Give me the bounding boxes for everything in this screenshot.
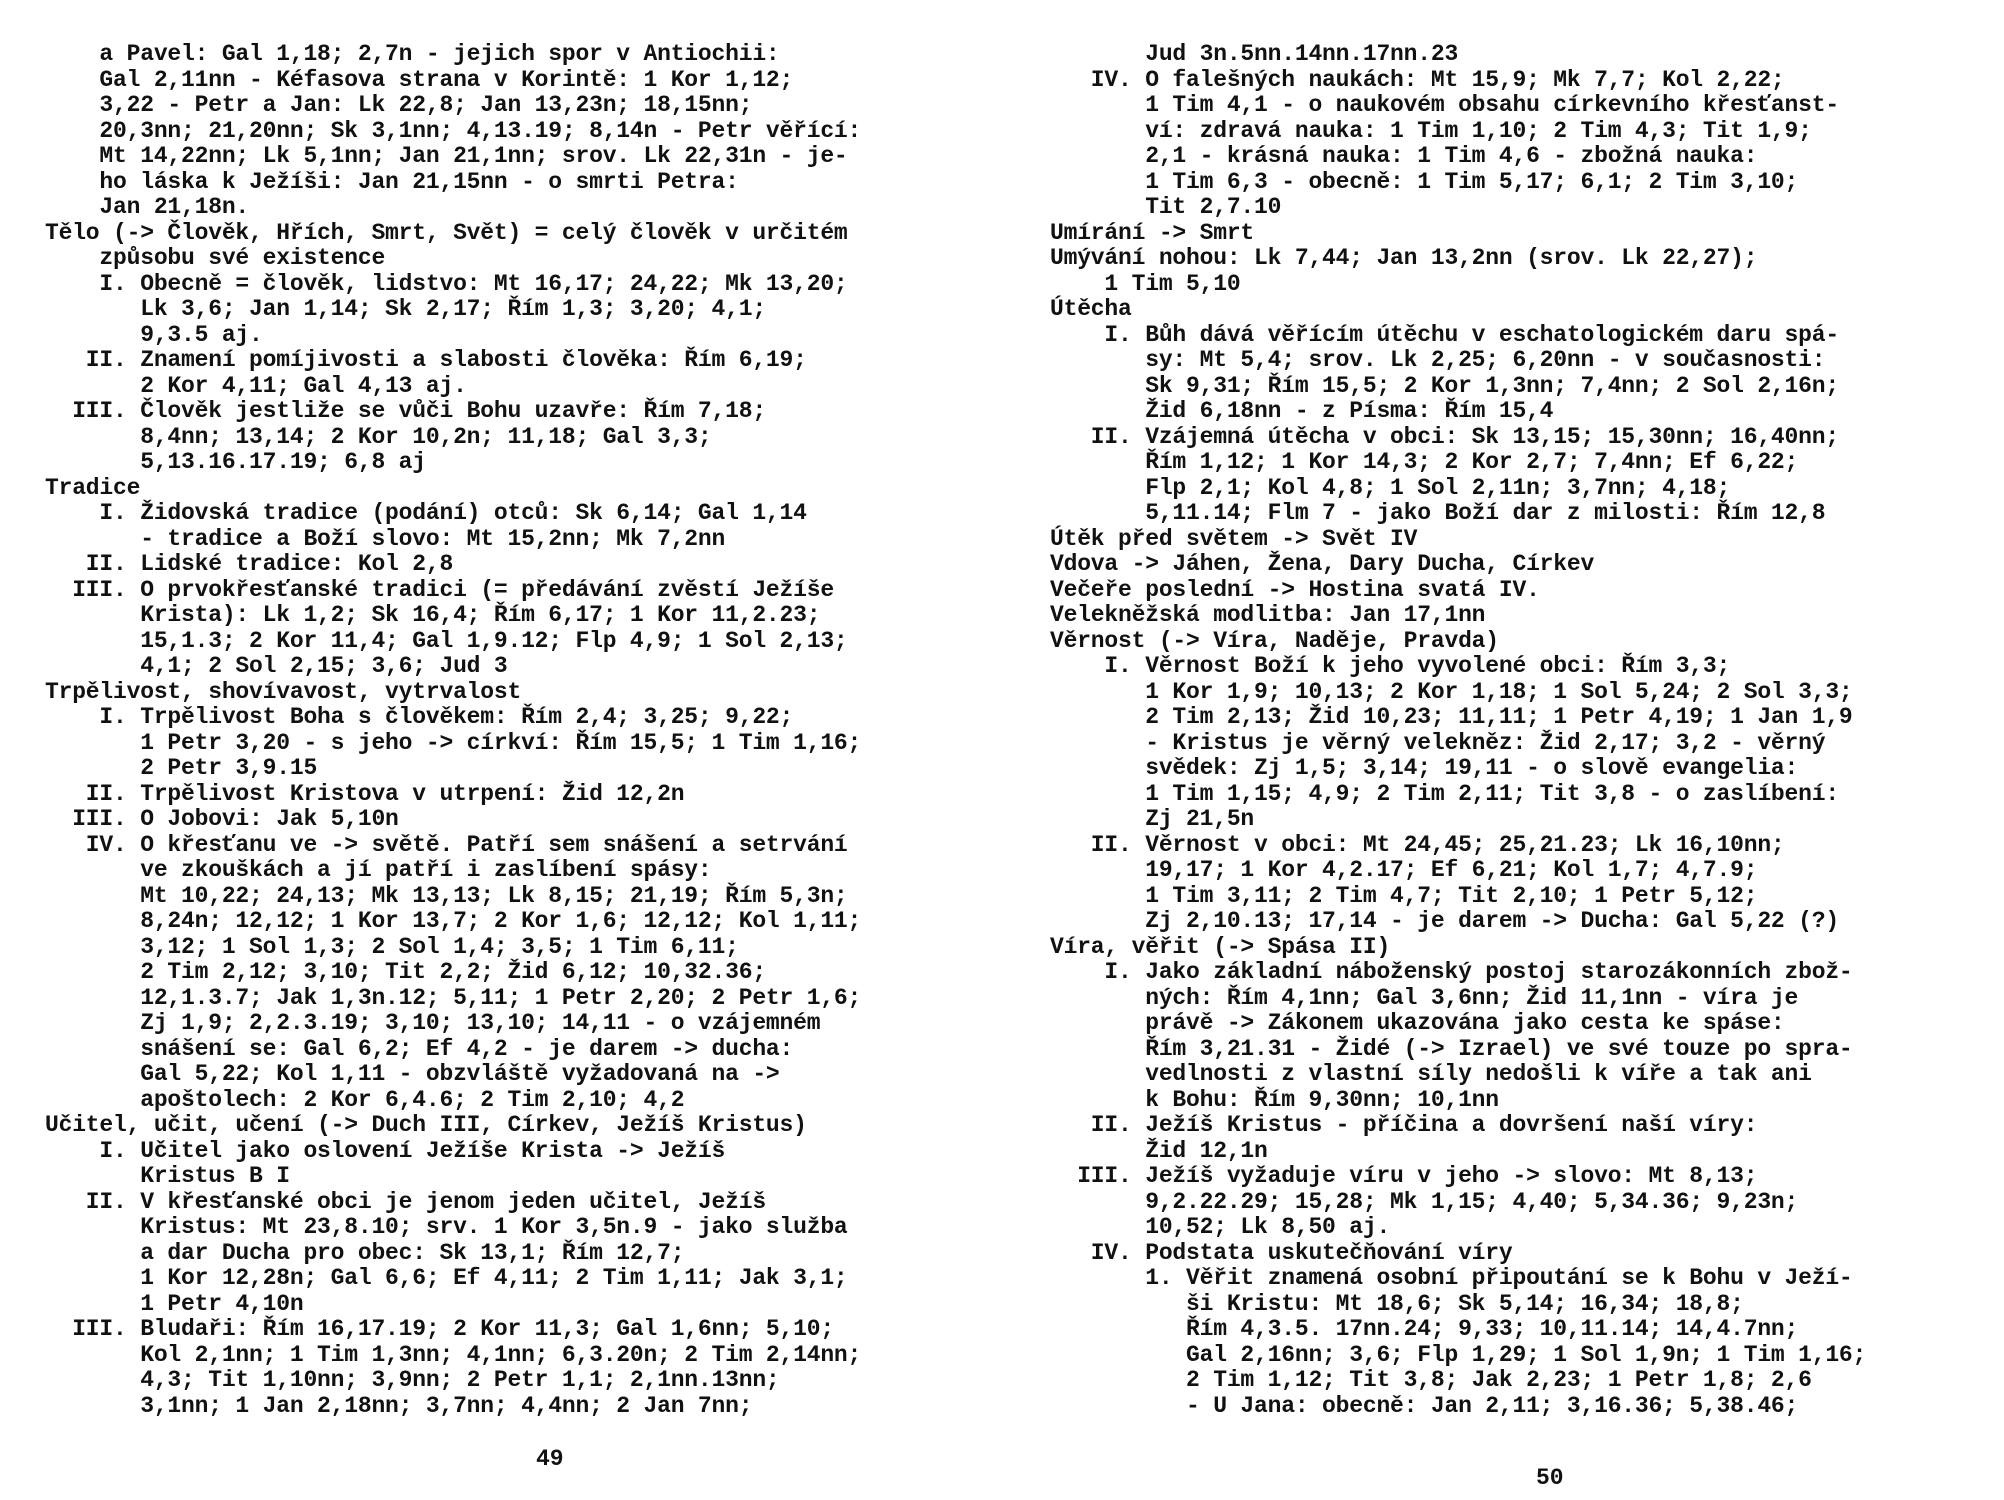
index-line: 2 Tim 1,12; Tit 3,8; Jak 2,23; 1 Petr 1,8; 2,6 [1050,1367,1812,1393]
index-line: 1. Věřit znamená osobní připoutání se k Bohu v Ježí- [1050,1265,1853,1291]
index-line: 1 Tim 5,10 [1050,270,1241,297]
right-page-text [1050,42,1980,1419]
index-line: IV. O křesťanu ve -> světě. Patří sem snášení a setrvání [45,831,848,858]
index-line: III. O Jobovi: Jak 5,10n [45,806,399,832]
index-line: Řím 4,3.5. 17nn.24; 9,33; 10,11.14; 14,4.7nn; [1050,1316,1799,1342]
index-line: IV. O falešných naukách: Mt 15,9; Mk 7,7; Kol 2,22; [1050,66,1785,93]
index-line: a dar Ducha pro obec: Sk 13,1; Řím 12,7; [45,1239,685,1266]
index-line: ví: zdravá nauka: 1 Tim 1,10; 2 Tim 4,3; Tit 1,9; [1050,117,1812,144]
index-line: III. Bludaři: Řím 16,17.19; 2 Kor 11,3; Gal 1,6nn; 5,10; [45,1316,834,1342]
index-line: 9,3.5 aj. [45,321,263,348]
index-line: ho láska k Ježíši: Jan 21,15nn - o smrti Petra: [45,168,739,195]
index-line: I. Bůh dává věřícím útěchu v eschatologickém daru spá- [1050,321,1839,348]
index-line: snášení se: Gal 6,2; Ef 4,2 - je darem -> ducha: [45,1035,794,1062]
index-line: III. O prvokřesťanské tradici (= předávání zvěstí Ježíše [45,576,834,603]
index-line: Kol 2,1nn; 1 Tim 1,3nn; 4,1nn; 6,3.20n; 2 Tim 2,14nn; [45,1341,862,1368]
index-line: Tělo (-> Člověk, Hřích, Smrt, Svět) = celý člověk v určitém [45,219,848,246]
index-line: Gal 2,16nn; 3,6; Flp 1,29; 1 Sol 1,9n; 1 Tim 1,16; [1050,1341,1867,1368]
index-line: IV. Podstata uskutečňování víry [1050,1239,1513,1266]
index-line: 2,1 - krásná nauka: 1 Tim 4,6 - zbožná nauka: [1050,143,1758,169]
index-line: 20,3nn; 21,20nn; Sk 3,1nn; 4,13.19; 8,14n - Petr věřící: [45,117,862,144]
index-line: II. Vzájemná útěcha v obci: Sk 13,15; 15,30nn; 16,40nn; [1050,423,1839,450]
index-line: 2 Tim 2,13; Žid 10,23; 11,11; 1 Petr 4,19; 1 Jan 1,9 [1050,704,1853,730]
index-line: Zj 21,5n [1050,806,1255,832]
index-line: právě -> Zákonem ukazována jako cesta ke spáse: [1050,1010,1785,1036]
page-number-left: 49 [536,1446,564,1472]
index-line: 5,11.14; Flm 7 - jako Boží dar z milosti: Řím 12,8 [1050,500,1826,526]
index-line: Večeře poslední -> Hostina svatá IV. [1050,576,1540,603]
index-line: sy: Mt 5,4; srov. Lk 2,25; 6,20nn - v současnosti: [1050,347,1826,373]
index-line: Lk 3,6; Jan 1,14; Sk 2,17; Řím 1,3; 3,20; 4,1; [45,296,766,322]
index-line: 1 Tim 1,15; 4,9; 2 Tim 2,11; Tit 3,8 - o zaslíbení: [1050,780,1839,807]
index-line: I. Jako základní náboženský postoj starozákonních zbož- [1050,959,1853,985]
index-line: I. Věrnost Boží k jeho vyvolené obci: Řím 3,3; [1050,653,1731,679]
index-line: 1 Kor 12,28n; Gal 6,6; Ef 4,11; 2 Tim 1,11; Jak 3,1; [45,1265,848,1291]
index-line: II. Ježíš Kristus - příčina a dovršení naší víry: [1050,1112,1758,1138]
index-line: Umírání -> Smrt [1050,219,1255,246]
index-line: Řím 1,12; 1 Kor 14,3; 2 Kor 2,7; 7,4nn; Ef 6,22; [1050,449,1799,475]
index-line: Tit 2,7.10 [1050,194,1282,220]
index-line: Mt 14,22nn; Lk 5,1nn; Jan 21,1nn; srov. Lk 22,31n - je- [45,143,848,169]
index-line: I. Židovská tradice (podání) otců: Sk 6,14; Gal 1,14 [45,500,807,526]
index-line: Žid 6,18nn - z Písma: Řím 15,4 [1050,398,1554,424]
index-line: I. Trpělivost Boha s člověkem: Řím 2,4; 3,25; 9,22; [45,704,794,730]
index-line: Kristus: Mt 23,8.10; srv. 1 Kor 3,5n.9 - jako služba [45,1214,848,1240]
index-line: Sk 9,31; Řím 15,5; 2 Kor 1,3nn; 7,4nn; 2 Sol 2,16n; [1050,372,1839,399]
index-line: - U Jana: obecně: Jan 2,11; 3,16.36; 5,38.46; [1050,1392,1799,1419]
index-line: 12,1.3.7; Jak 1,3n.12; 5,11; 1 Petr 2,20; 2 Petr 1,6; [45,984,862,1011]
index-line: Mt 10,22; 24,13; Mk 13,13; Lk 8,15; 21,19; Řím 5,3n; [45,882,848,909]
index-line: II. Věrnost v obci: Mt 24,45; 25,21.23; Lk 16,10nn; [1050,831,1785,858]
index-line: 1 Kor 1,9; 10,13; 2 Kor 1,18; 1 Sol 5,24; 2 Sol 3,3; [1050,678,1853,705]
index-line: 3,1nn; 1 Jan 2,18nn; 3,7nn; 4,4nn; 2 Jan 7nn; [45,1392,753,1419]
index-line: 15,1.3; 2 Kor 11,4; Gal 1,9.12; Flp 4,9; 1 Sol 2,13; [45,627,848,654]
index-line: III. Člověk jestliže se vůči Bohu uzavře: Řím 7,18; [45,398,766,424]
index-line: 9,2.22.29; 15,28; Mk 1,15; 4,40; 5,34.36; 9,23n; [1050,1188,1799,1215]
index-line: svědek: Zj 1,5; 3,14; 19,11 - o slově evangelia: [1050,755,1799,781]
index-line: Útěk před světem -> Svět IV [1050,525,1418,552]
index-line: 1 Petr 4,10n [45,1290,304,1317]
index-line: 1 Tim 6,3 - obecně: 1 Tim 5,17; 6,1; 2 Tim 3,10; [1050,168,1799,195]
index-line: Učitel, učit, učení (-> Duch III, Církev, Ježíš Kristus) [45,1112,807,1138]
index-line: a Pavel: Gal 1,18; 2,7n - jejich spor v Antiochii: [45,41,780,67]
index-line: 2 Kor 4,11; Gal 4,13 aj. [45,372,467,399]
index-line: Gal 2,11nn - Kéfasova strana v Korintě: 1 Kor 1,12; [45,66,794,93]
index-line: způsobu své existence [45,245,386,271]
index-line: - Kristus je věrný velekněz: Žid 2,17; 3,2 - věrný [1050,729,1826,756]
index-line: 5,13.16.17.19; 6,8 aj [45,449,426,475]
index-line: 10,52; Lk 8,50 aj. [1050,1214,1391,1240]
index-line: 3,12; 1 Sol 1,3; 2 Sol 1,4; 3,5; 1 Tim 6,11; [45,933,739,960]
index-line: Zj 2,10.13; 17,14 - je darem -> Ducha: Gal 5,22 (?) [1050,908,1839,934]
index-line: Trpělivost, shovívavost, vytrvalost [45,678,522,705]
index-line: 4,3; Tit 1,10nn; 3,9nn; 2 Petr 1,1; 2,1nn.13nn; [45,1367,780,1393]
index-line: Gal 5,22; Kol 1,11 - obzvláště vyžadovaná na -> [45,1061,780,1087]
page-number-right: 50 [1536,1465,1564,1491]
index-line: Velekněžská modlitba: Jan 17,1nn [1050,602,1486,628]
index-line: ných: Řím 4,1nn; Gal 3,6nn; Žid 11,1nn - víra je [1050,984,1799,1011]
index-line: Jud 3n.5nn.14nn.17nn.23 [1050,41,1459,67]
index-line: ve zkouškách a jí patří i zaslíbení spásy: [45,857,712,883]
index-line: II. Znamení pomíjivosti a slabosti člověka: Řím 6,19; [45,347,807,373]
index-line: Víra, věřit (-> Spása II) [1050,933,1391,960]
index-line: Jan 21,18n. [45,194,250,220]
index-line: Věrnost (-> Víra, Naděje, Pravda) [1050,627,1499,654]
index-line: k Bohu: Řím 9,30nn; 10,1nn [1050,1086,1499,1113]
index-line: vedlnosti z vlastní síly nedošli k víře a tak ani [1050,1061,1812,1087]
index-line: II. Trpělivost Kristova v utrpení: Žid 12,2n [45,780,685,807]
index-line: 1 Tim 4,1 - o naukovém obsahu církevního křesťanst- [1050,92,1839,118]
index-line: 8,4nn; 13,14; 2 Kor 10,2n; 11,18; Gal 3,3; [45,423,712,450]
index-line: Krista): Lk 1,2; Sk 16,4; Řím 6,17; 1 Kor 11,2.23; [45,602,821,628]
index-line: Flp 2,1; Kol 4,8; 1 Sol 2,11n; 3,7nn; 4,18; [1050,474,1731,501]
index-line: 3,22 - Petr a Jan: Lk 22,8; Jan 13,23n; 18,15nn; [45,92,753,118]
index-line: I. Obecně = člověk, lidstvo: Mt 16,17; 24,22; Mk 13,20; [45,270,848,297]
index-line: 4,1; 2 Sol 2,15; 3,6; Jud 3 [45,653,508,679]
index-line: - tradice a Boží slovo: Mt 15,2nn; Mk 7,2nn [45,525,726,552]
index-line: apoštolech: 2 Kor 6,4.6; 2 Tim 2,10; 4,2 [45,1086,685,1113]
index-line: Zj 1,9; 2,2.3.19; 3,10; 13,10; 14,11 - o vzájemném [45,1010,821,1036]
index-line: Vdova -> Jáhen, Žena, Dary Ducha, Církev [1050,551,1595,577]
index-line: 8,24n; 12,12; 1 Kor 13,7; 2 Kor 1,6; 12,12; Kol 1,11; [45,908,862,934]
index-line: I. Učitel jako oslovení Ježíše Krista -> Ježíš [45,1137,726,1164]
left-page-text [45,42,995,1419]
index-line: Tradice [45,474,141,501]
index-line: 19,17; 1 Kor 4,2.17; Ef 6,21; Kol 1,7; 4,7.9; [1050,857,1758,883]
index-line: 2 Tim 2,12; 3,10; Tit 2,2; Žid 6,12; 10,32.36; [45,959,766,985]
index-line: II. Lidské tradice: Kol 2,8 [45,551,454,577]
index-line: Útěcha [1050,296,1132,322]
index-line: III. Ježíš vyžaduje víru v jeho -> slovo: Mt 8,13; [1050,1163,1758,1189]
index-line: II. V křesťanské obci je jenom jeden učitel, Ježíš [45,1188,766,1215]
index-line: 1 Petr 3,20 - s jeho -> církví: Řím 15,5; 1 Tim 1,16; [45,729,862,756]
index-line: Umývání nohou: Lk 7,44; Jan 13,2nn (srov. Lk 22,27); [1050,245,1758,271]
index-line: ši Kristu: Mt 18,6; Sk 5,14; 16,34; 18,8; [1050,1290,1744,1317]
index-line: Kristus B I [45,1163,290,1189]
index-line: Řím 3,21.31 - Židé (-> Izrael) ve své touze po spra- [1050,1035,1853,1062]
index-line: 2 Petr 3,9.15 [45,755,318,781]
index-line: Žid 12,1n [1050,1137,1268,1164]
index-line: 1 Tim 3,11; 2 Tim 4,7; Tit 2,10; 1 Petr 5,12; [1050,882,1758,909]
